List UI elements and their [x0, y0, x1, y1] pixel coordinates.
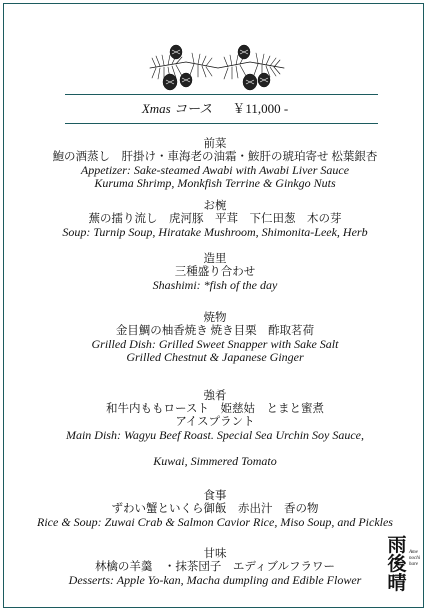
course-title-row — [0, 98, 430, 117]
dish-en: Kuruma Shrimp, Monkfish Terrine & Ginkgo Nuts — [94, 176, 336, 190]
dish-en: Rice & Soup: Zuwai Crab & Salmon Cavior Rice, Miso Soup, and Pickles — [37, 515, 393, 529]
section-heading: お椀 — [203, 200, 227, 212]
logo-kanji: 雨 — [387, 534, 407, 556]
section-heading: 甘味 — [203, 548, 227, 560]
menu-section-soup — [0, 200, 430, 239]
dish-jp: 鮑の酒蒸し 肝掛け・車海老の油霜・鮟肝の琥珀寄せ 松葉銀杏 — [52, 151, 378, 163]
dish-jp: アイスプラント — [175, 416, 255, 428]
menu-section-dessert — [0, 548, 430, 587]
menu-section-appetizer — [0, 138, 430, 190]
dish-en: Shashimi: *fish of the day — [152, 278, 278, 292]
dish-jp: 林檎の羊羹 ・抹茶団子 エディブルフラワー — [94, 561, 336, 573]
dish-en: Appetizer: Sake-steamed Awabi with Awabi Liver Sauce — [80, 163, 350, 177]
dish-jp: ずわい蟹といくら御飯 赤出汁 香の物 — [111, 503, 319, 515]
dish-en: Grilled Dish: Grilled Sweet Snapper with Sake Salt — [91, 337, 339, 351]
top-divider — [65, 94, 378, 95]
section-heading: 強肴 — [203, 390, 227, 402]
logo-kanji: 晴 — [387, 572, 407, 594]
menu-section-sashimi — [0, 253, 430, 292]
logo-romaji — [409, 550, 429, 568]
section-heading: 食事 — [203, 490, 227, 502]
dish-en: Grilled Chestnut & Japanese Ginger — [126, 350, 304, 364]
section-heading: 焼物 — [203, 312, 227, 324]
logo-romaji-line: Ame — [409, 550, 418, 555]
course-price: ￥11,000 - — [232, 101, 289, 116]
pine-cone-branches-icon — [146, 38, 288, 96]
logo-romaji-line: nochi — [409, 556, 421, 561]
dish-jp: 金目鯛の柚香焼き 焼き目栗 酢取茗荷 — [115, 325, 315, 337]
dish-en: Desserts: Apple Yo-kan, Macha dumpling and Edible Flower — [68, 573, 362, 587]
menu-section-rice — [0, 490, 430, 529]
logo-romaji-line: hare — [409, 562, 418, 567]
dish-en: Soup: Turnip Soup, Hiratake Mushroom, Shimonita-Leek, Herb — [62, 225, 368, 239]
menu-section-grilled — [0, 312, 430, 364]
logo-kanji: 後 — [387, 553, 407, 575]
section-heading: 前菜 — [203, 138, 227, 150]
bottom-divider — [65, 123, 378, 124]
dish-jp: 三種盛り合わせ — [174, 266, 256, 278]
course-title: Xmas コース — [141, 101, 213, 116]
menu-section-main — [0, 390, 430, 468]
dish-en: Main Dish: Wagyu Beef Roast. Special Sea Urchin Soy Sauce, — [65, 428, 365, 442]
restaurant-logo — [378, 534, 421, 608]
dish-jp: 蕪の擂り流し 虎河豚 平茸 下仁田葱 木の芽 — [88, 213, 342, 225]
dish-jp: 和牛内ももロースト 姫慈姑 とまと蜜煮 — [106, 403, 324, 415]
section-heading: 造里 — [203, 253, 227, 265]
dish-en: Kuwai, Simmered Tomato — [153, 454, 277, 468]
